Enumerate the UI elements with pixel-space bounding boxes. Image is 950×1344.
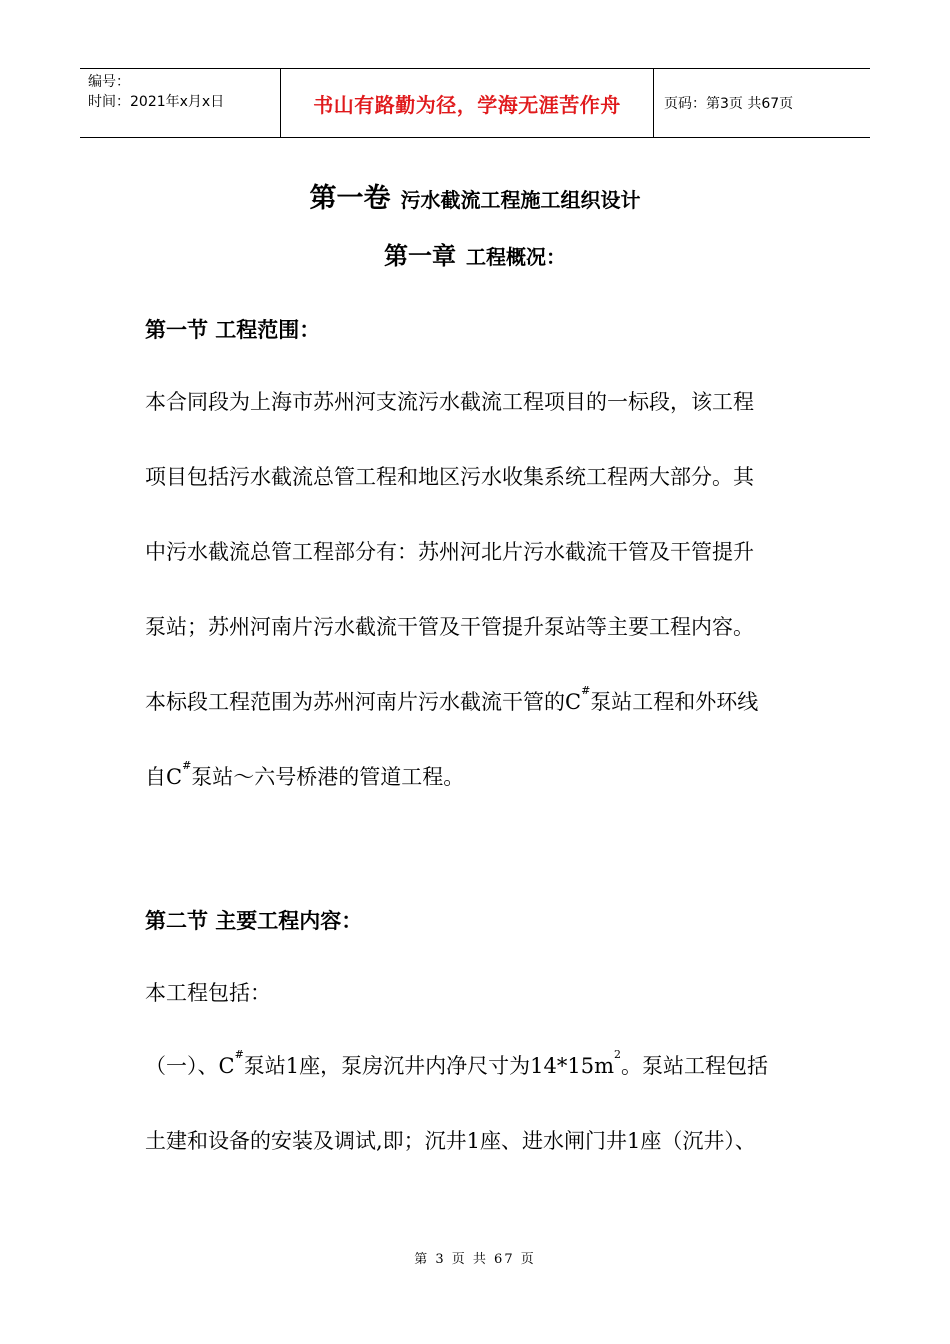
volume-heading — [0, 176, 950, 215]
superscript: 2 — [614, 1048, 622, 1061]
chapter-heading — [0, 236, 950, 271]
text-run: 自C — [145, 765, 183, 789]
number-label: 编号： — [88, 74, 130, 90]
superscript: # — [581, 684, 591, 697]
superscript: # — [182, 759, 192, 772]
header-motto-cell — [281, 69, 654, 137]
superscript: # — [234, 1048, 244, 1061]
paragraph-line: 中污水截流总管工程部分有：苏州河北片污水截流干管及干管提升 — [145, 540, 754, 564]
text-run: 泵站～六号桥港的管道工程。 — [191, 765, 465, 789]
text-run: （一）、C — [145, 1054, 235, 1078]
chapter-title: 第一章 — [384, 242, 456, 270]
section-1-title: 第一节 工程范围： — [145, 318, 321, 342]
chapter-subtitle: 工程概况： — [466, 245, 566, 269]
volume-subtitle: 污水截流工程施工组织设计 — [400, 188, 641, 212]
text-run: 本标段工程范围为苏州河南片污水截流干管的C — [145, 690, 582, 714]
page-footer: 第 3 页 共 67 页 — [414, 1252, 536, 1267]
volume-title: 第一卷 — [309, 183, 391, 214]
text-run: 泵站工程和外环线 — [590, 690, 759, 714]
paragraph-line: 本合同段为上海市苏州河支流污水截流工程项目的一标段，该工程 — [145, 390, 754, 414]
text-run: 。泵站工程包括 — [621, 1054, 769, 1078]
motto-text: 书山有路勤为径，学海无涯苦作舟 — [313, 92, 621, 117]
paragraph-line: 本工程包括： — [145, 981, 271, 1005]
paragraph-line — [145, 1050, 768, 1080]
paragraph-line: 土建和设备的安装及调试,即；沉井1座、进水闸门井1座（沉井）、 — [145, 1129, 756, 1153]
header-info-cell — [80, 69, 281, 137]
time-label: 时间：2021年x月x日 — [88, 94, 225, 110]
section-2-title: 第二节 主要工程内容： — [145, 909, 363, 933]
paragraph-line: 项目包括污水截流总管工程和地区污水收集系统工程两大部分。其 — [145, 465, 754, 489]
paragraph-line — [145, 761, 464, 791]
paragraph-line: 泵站；苏州河南片污水截流干管及干管提升泵站等主要工程内容。 — [145, 615, 754, 639]
page-info: 页码：第3页 共67页 — [664, 96, 794, 112]
header-page-cell — [654, 69, 870, 137]
text-run: 泵站1座，泵房沉井内净尺寸为14*15m — [243, 1054, 615, 1078]
paragraph-line — [145, 686, 758, 716]
page-header — [80, 68, 870, 138]
